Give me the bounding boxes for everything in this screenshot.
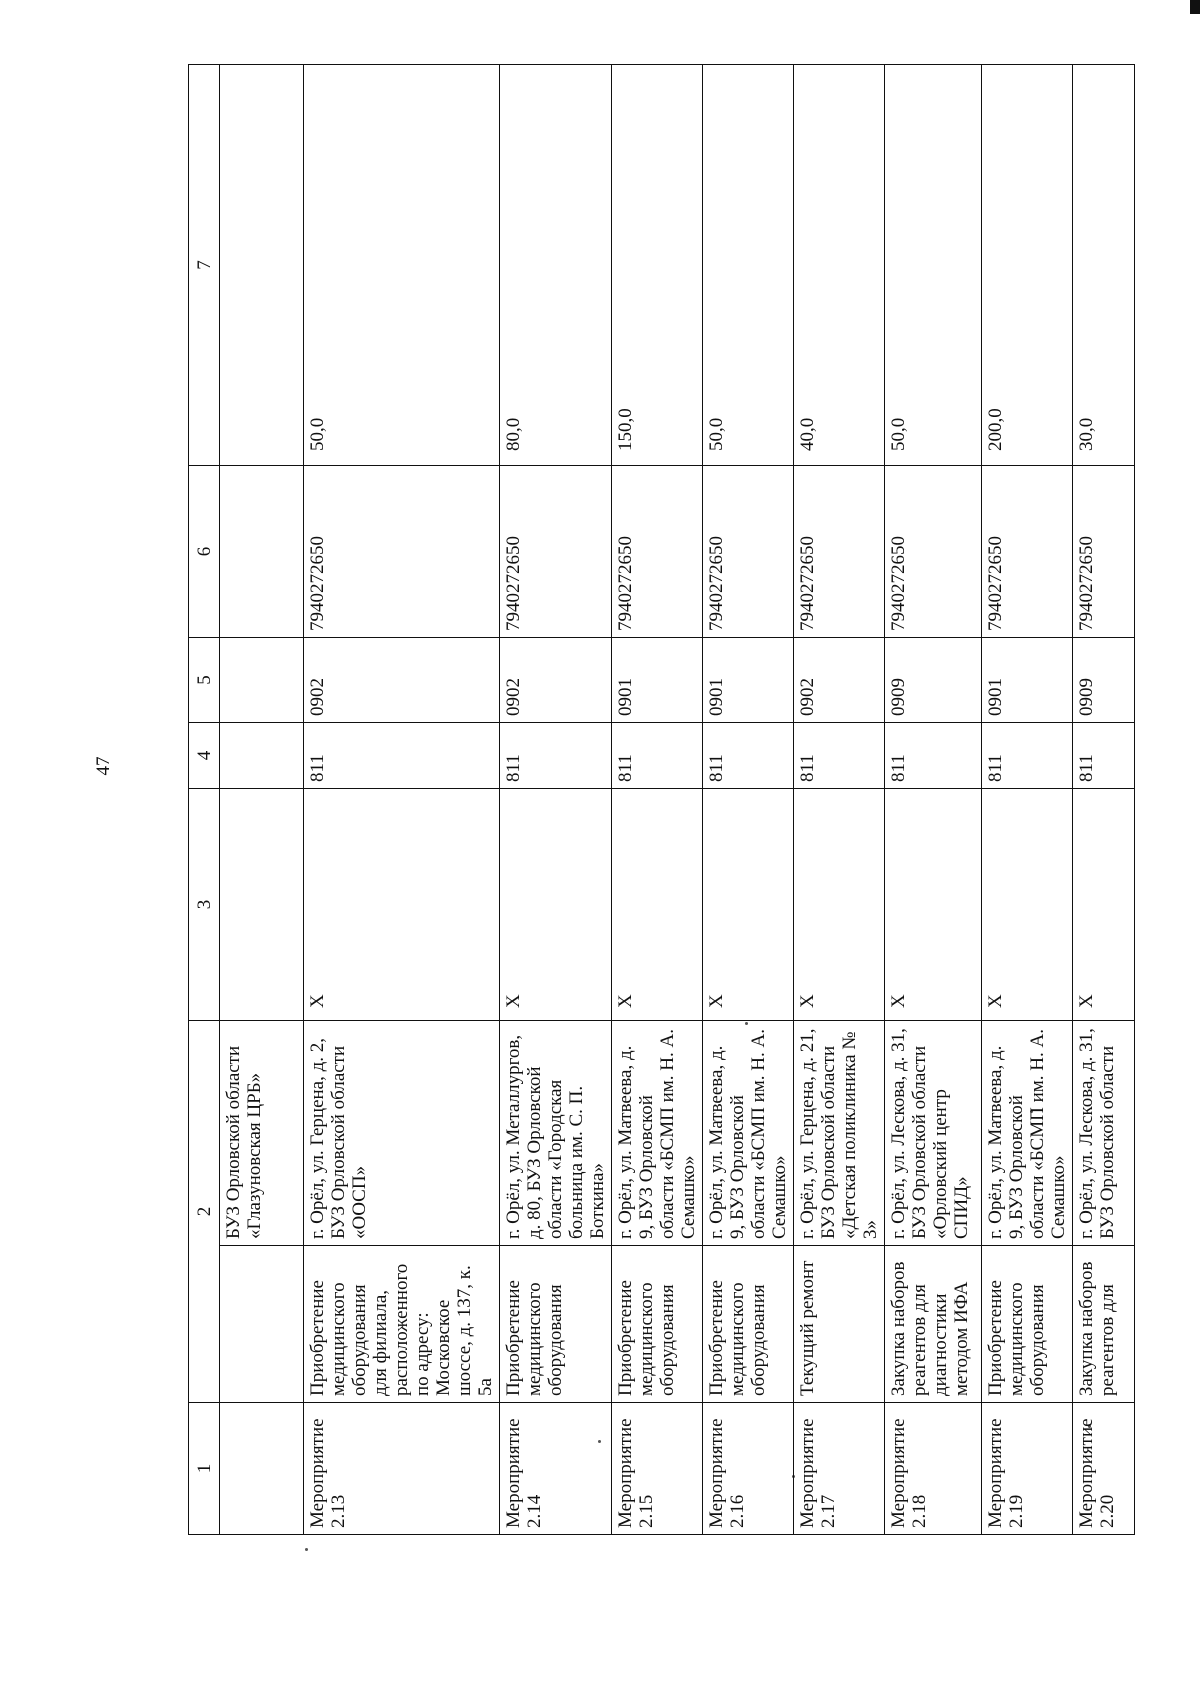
table-cell: 811	[612, 723, 703, 789]
table-cell: 811	[794, 723, 885, 789]
header-cell: 4	[189, 723, 220, 789]
table-cell	[220, 638, 304, 723]
table-cell: 811	[703, 723, 794, 789]
table-cell: Х	[1073, 789, 1135, 1021]
table-cell: г. Орёл, ул. Герцена, д. 21, БУЗ Орловской области «Детская поликлиника № 3»	[794, 1021, 885, 1246]
data-table	[188, 64, 1135, 1535]
table-cell: Закупка наборов реагентов для	[1073, 1246, 1135, 1403]
table-cell: 0902	[500, 638, 612, 723]
table-cell: Приобретение медицинского оборудования	[500, 1246, 612, 1403]
table-cell: Мероприятие 2.17	[794, 1403, 885, 1535]
table-cell: 7940272650	[703, 466, 794, 638]
table-cell: 50,0	[703, 65, 794, 466]
header-cell: 1	[189, 1403, 220, 1535]
table-row	[703, 65, 794, 1535]
table-row-continued	[220, 65, 304, 1535]
header-row	[189, 65, 220, 1535]
header-cell: 7	[189, 65, 220, 466]
table-cell: 811	[1073, 723, 1135, 789]
table-cell: 7940272650	[1073, 466, 1135, 638]
table-cell: Приобретение медицинского оборудования	[982, 1246, 1073, 1403]
table-cell: Х	[304, 789, 500, 1021]
table-cell: 80,0	[500, 65, 612, 466]
table-cell: Мероприятие 2.14	[500, 1403, 612, 1535]
page-number: 47	[93, 756, 114, 776]
table-cell: г. Орёл, ул. Герцена, д. 2, БУЗ Орловской области «ООСП»	[304, 1021, 500, 1246]
table-cell: Текущий ремонт	[794, 1246, 885, 1403]
table-cell: 200,0	[982, 65, 1073, 466]
table-row	[500, 65, 612, 1535]
table-cell: 811	[982, 723, 1073, 789]
table-cell: 50,0	[885, 65, 982, 466]
table-cell: 7940272650	[304, 466, 500, 638]
header-cell: 3	[189, 789, 220, 1021]
table-cell: Х	[703, 789, 794, 1021]
table-cell: Х	[794, 789, 885, 1021]
table-cell: 0901	[703, 638, 794, 723]
table-row	[1073, 65, 1135, 1535]
table-cell: Закупка наборов реагентов для диагностики методом ИФА	[885, 1246, 982, 1403]
table-cell: Приобретение медицинского оборудования	[703, 1246, 794, 1403]
scan-edge-mark	[1190, 0, 1200, 14]
scan-speck	[305, 1548, 308, 1551]
table-cell: г. Орёл, ул. Металлургов, д. 80, БУЗ Орловской области «Городская больница им. С. П. Боткина»	[500, 1021, 612, 1246]
table-row	[612, 65, 703, 1535]
table-cell: 7940272650	[500, 466, 612, 638]
table-cell: 0901	[982, 638, 1073, 723]
table-cell: Мероприятие 2.15	[612, 1403, 703, 1535]
table-cell: 811	[500, 723, 612, 789]
table-row	[304, 65, 500, 1535]
table-cell: 7940272650	[885, 466, 982, 638]
header-cell: 6	[189, 466, 220, 638]
table-cell: Приобретение медицинского оборудования	[612, 1246, 703, 1403]
table-cell: Х	[982, 789, 1073, 1021]
table-cell: 0901	[612, 638, 703, 723]
table-cell: г. Орёл, ул. Матвеева, д. 9, БУЗ Орловской области «БСМП им. Н. А. Семашко»	[982, 1021, 1073, 1246]
table-cell: 7940272650	[794, 466, 885, 638]
table-cell: 40,0	[794, 65, 885, 466]
table-cell: Мероприятие 2.18	[885, 1403, 982, 1535]
table-cell: Х	[500, 789, 612, 1021]
table-cell: г. Орёл, ул. Лескова, д. 31, БУЗ Орловской области «Орловский центр СПИД»	[885, 1021, 982, 1246]
table-cell: 811	[304, 723, 500, 789]
table-cell	[220, 1246, 304, 1403]
table-cell: Мероприятие 2.16	[703, 1403, 794, 1535]
table-row	[885, 65, 982, 1535]
table-cell: Мероприятие 2.19	[982, 1403, 1073, 1535]
table-cell: БУЗ Орловской области «Глазуновская ЦРБ»	[220, 1021, 304, 1246]
table-cell: г. Орёл, ул. Лескова, д. 31, БУЗ Орловской области	[1073, 1021, 1135, 1246]
table-cell	[220, 65, 304, 466]
table-row	[794, 65, 885, 1535]
header-cell: 5	[189, 638, 220, 723]
table-cell: 0902	[304, 638, 500, 723]
table-cell: Х	[885, 789, 982, 1021]
table-cell	[220, 1403, 304, 1535]
table-cell: Мероприятие 2.13	[304, 1403, 500, 1535]
table-cell: г. Орёл, ул. Матвеева, д. 9, БУЗ Орловской области «БСМП им. Н. А. Семашко»	[612, 1021, 703, 1246]
table-cell: 0909	[1073, 638, 1135, 723]
table-row	[982, 65, 1073, 1535]
table-cell: 0909	[885, 638, 982, 723]
table-cell: г. Орёл, ул. Матвеева, д. 9, БУЗ Орловской области «БСМП им. Н. А. Семашко»	[703, 1021, 794, 1246]
table-cell	[220, 789, 304, 1021]
rotated-table-wrapper	[188, 65, 1118, 1535]
table-cell: 50,0	[304, 65, 500, 466]
table-cell	[220, 723, 304, 789]
table-cell: Мероприятие 2.20	[1073, 1403, 1135, 1535]
table-cell: Приобретение медицинского оборудования для филиала, расположенного по адресу: Московское шоссе, д. 137, к. 5а	[304, 1246, 500, 1403]
table-cell: 150,0	[612, 65, 703, 466]
table-cell: 811	[885, 723, 982, 789]
table-cell: Х	[612, 789, 703, 1021]
table-cell: 7940272650	[612, 466, 703, 638]
header-cell: 2	[189, 1021, 220, 1403]
table-cell: 30,0	[1073, 65, 1135, 466]
table-cell	[220, 466, 304, 638]
table-cell: 0902	[794, 638, 885, 723]
table-cell: 7940272650	[982, 466, 1073, 638]
